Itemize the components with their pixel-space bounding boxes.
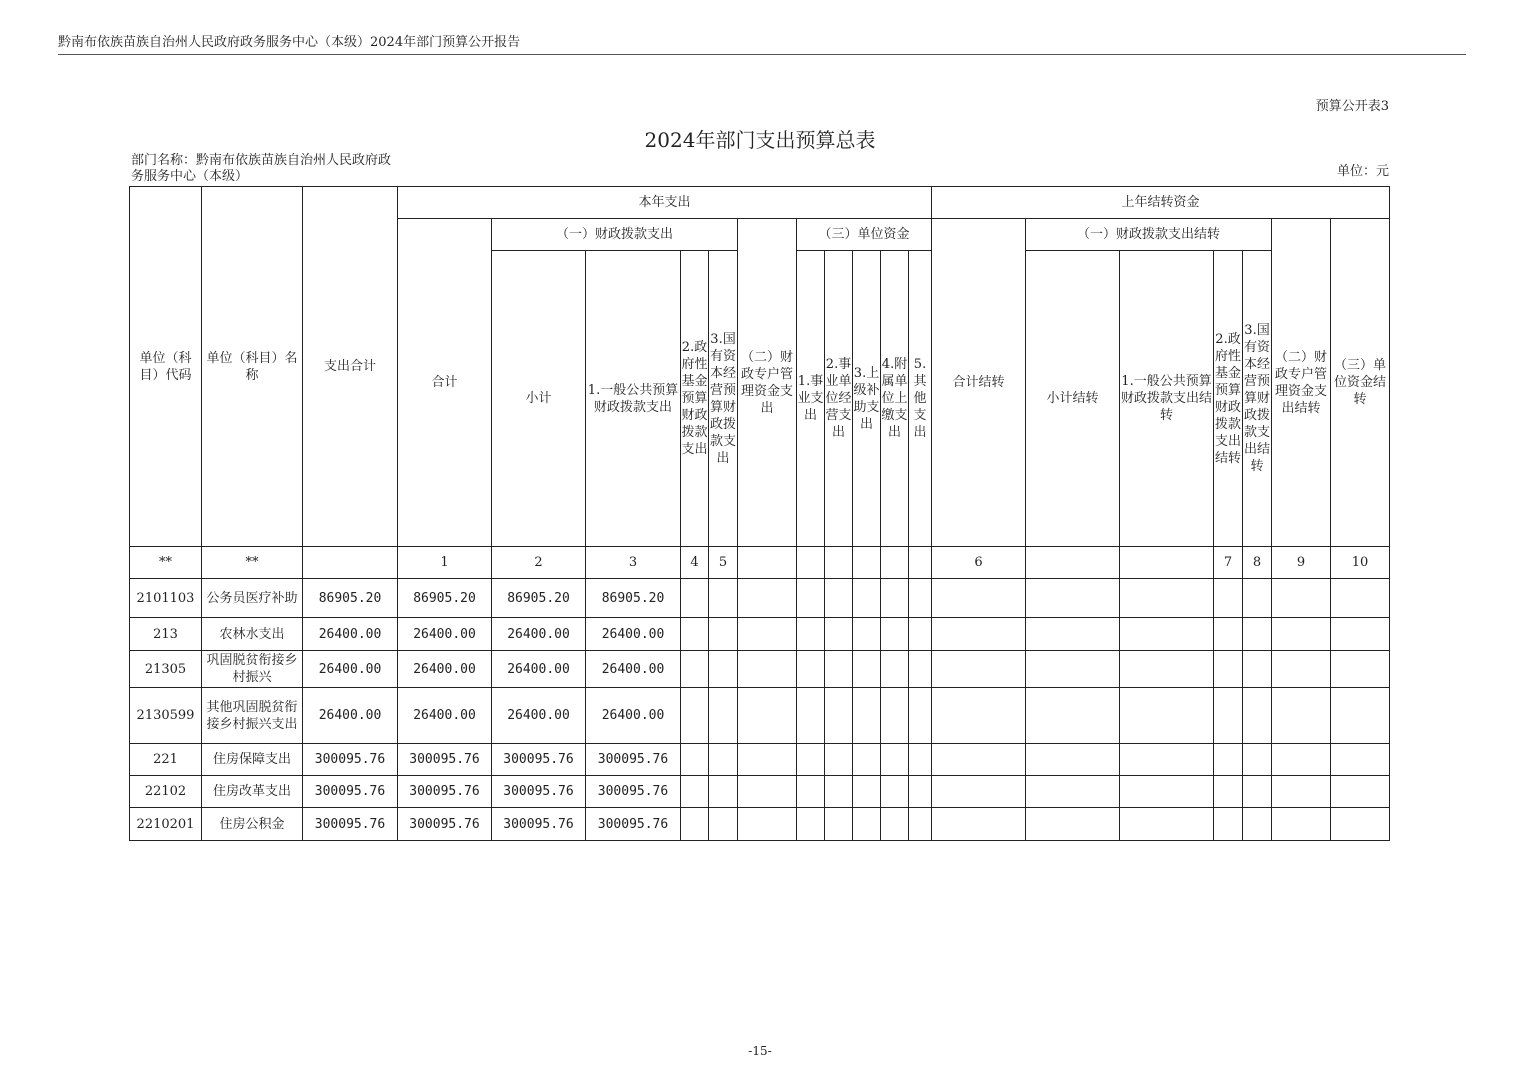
empty-cell [853,776,881,808]
row-total: 300095.76 [303,808,398,841]
empty-cell [825,688,853,744]
table-number: 预算公开表3 [1315,99,1389,114]
row-name: 住房公积金 [202,808,303,841]
row-name: 公务员医疗补助 [202,579,303,618]
empty-cell [1331,688,1390,744]
empty-cell [681,808,709,841]
empty-cell [738,776,797,808]
row-name: 住房保障支出 [202,744,303,776]
index-cell: 2 [492,547,586,579]
empty-cell [1120,579,1214,618]
empty-cell [825,579,853,618]
index-cell: ** [130,547,202,579]
empty-cell [853,808,881,841]
empty-cell [681,579,709,618]
empty-cell [825,651,853,688]
empty-cell [1026,688,1120,744]
index-cell [797,547,825,579]
empty-cell [738,618,797,651]
empty-cell [825,618,853,651]
row-subtotal: 300095.76 [492,744,586,776]
row-code: 2210201 [130,808,202,841]
empty-cell [709,618,738,651]
empty-cell [853,688,881,744]
empty-cell [1214,579,1243,618]
empty-cell [1026,651,1120,688]
empty-cell [932,744,1026,776]
department-label: 部门名称：黔南布依族苗族自治州人民政府政务服务中心（本级） [131,153,392,184]
row-sum: 26400.00 [398,688,492,744]
empty-cell [1272,744,1331,776]
empty-cell [881,651,909,688]
empty-cell [1331,776,1390,808]
header-subsidiary: 4.附属单位上缴支出 [881,251,909,547]
row-sum: 26400.00 [398,618,492,651]
unit-label: 单位：元 [1336,164,1389,179]
empty-cell [909,776,932,808]
empty-cell [709,651,738,688]
index-cell: ** [202,547,303,579]
header-sum: 合计 [398,219,492,547]
empty-cell [1120,618,1214,651]
row-name: 农林水支出 [202,618,303,651]
empty-cell [909,618,932,651]
header-biz-unit-op: 2.事业单位经营支出 [825,251,853,547]
header-total: 支出合计 [303,187,398,547]
empty-cell [932,688,1026,744]
empty-cell [881,744,909,776]
empty-cell [797,618,825,651]
row-name: 其他巩固脱贫衔接乡村振兴支出 [202,688,303,744]
header-unit-funds-carry: （三）单位资金结转 [1331,219,1390,547]
empty-cell [853,744,881,776]
header-fiscal-alloc: （一）财政拨款支出 [492,219,738,251]
empty-cell [1120,808,1214,841]
empty-cell [1120,651,1214,688]
row-total: 26400.00 [303,651,398,688]
empty-cell [881,688,909,744]
index-cell: 8 [1243,547,1272,579]
empty-cell [681,776,709,808]
empty-cell [1243,618,1272,651]
table-row [130,618,1390,651]
row-total: 300095.76 [303,776,398,808]
row-total: 26400.00 [303,688,398,744]
header-special-mgmt-carry: （二）财政专户管理资金支出结转 [1272,219,1331,547]
empty-cell [738,744,797,776]
empty-cell [853,579,881,618]
empty-cell [1026,618,1120,651]
row-total: 300095.76 [303,744,398,776]
empty-cell [1272,579,1331,618]
page-title: 2024年部门支出预算总表 [644,128,876,152]
header-gov-fund-carry: 2.政府性基金预算财政拨款支出结转 [1214,251,1243,547]
header-unit-funds: （三）单位资金 [797,219,932,251]
header-subtotal-carry: 小计结转 [1026,251,1120,547]
empty-cell [1214,808,1243,841]
row-subtotal: 86905.20 [492,579,586,618]
empty-cell [932,618,1026,651]
header-fiscal-alloc-carry: （一）财政拨款支出结转 [1026,219,1272,251]
empty-cell [1272,651,1331,688]
row-code: 2101103 [130,579,202,618]
empty-cell [909,579,932,618]
empty-cell [1243,688,1272,744]
empty-cell [1026,579,1120,618]
empty-cell [1331,579,1390,618]
row-general-budget: 300095.76 [586,744,681,776]
index-cell: 10 [1331,547,1390,579]
row-sum: 300095.76 [398,744,492,776]
empty-cell [1272,688,1331,744]
empty-cell [881,618,909,651]
empty-cell [1331,651,1390,688]
header-biz-exp: 1.事业支出 [797,251,825,547]
index-cell [909,547,932,579]
row-code: 21305 [130,651,202,688]
header-state-capital-carry: 3.国有资本经营预算财政拨款支出结转 [1243,251,1272,547]
empty-cell [797,776,825,808]
empty-cell [738,808,797,841]
empty-cell [738,651,797,688]
header-divider [58,54,1466,55]
empty-cell [1331,808,1390,841]
empty-cell [1214,688,1243,744]
header-upper-sub: 3.上级补助支出 [853,251,881,547]
row-sum: 300095.76 [398,808,492,841]
row-general-budget: 26400.00 [586,651,681,688]
row-general-budget: 86905.20 [586,579,681,618]
table-row [130,688,1390,744]
empty-cell [709,579,738,618]
empty-cell [932,651,1026,688]
budget-table [129,186,1390,841]
header-general-budget: 1.一般公共预算财政拨款支出 [586,251,681,547]
index-cell: 3 [586,547,681,579]
header-prev-carry: 上年结转资金 [932,187,1390,219]
empty-cell [881,808,909,841]
index-cell [303,547,398,579]
empty-cell [1214,651,1243,688]
index-cell: 5 [709,547,738,579]
empty-cell [681,651,709,688]
empty-cell [797,579,825,618]
empty-cell [932,579,1026,618]
empty-cell [909,808,932,841]
empty-cell [1243,651,1272,688]
index-cell [853,547,881,579]
row-general-budget: 300095.76 [586,776,681,808]
row-total: 26400.00 [303,618,398,651]
row-subtotal: 300095.76 [492,808,586,841]
empty-cell [709,688,738,744]
empty-cell [709,744,738,776]
header-general-budget-carry: 1.一般公共预算财政拨款支出结转 [1120,251,1214,547]
empty-cell [825,808,853,841]
empty-cell [1026,744,1120,776]
row-name: 巩固脱贫衔接乡村振兴 [202,651,303,688]
row-sum: 26400.00 [398,651,492,688]
header-code: 单位（科目）代码 [130,187,202,547]
empty-cell [1026,808,1120,841]
empty-cell [1331,618,1390,651]
row-code: 2130599 [130,688,202,744]
row-code: 213 [130,618,202,651]
row-code: 221 [130,744,202,776]
empty-cell [738,579,797,618]
empty-cell [1243,744,1272,776]
empty-cell [909,688,932,744]
empty-cell [709,808,738,841]
empty-cell [797,651,825,688]
row-subtotal: 26400.00 [492,688,586,744]
empty-cell [825,744,853,776]
row-sum: 300095.76 [398,776,492,808]
empty-cell [932,776,1026,808]
empty-cell [1331,744,1390,776]
header-current-year: 本年支出 [398,187,932,219]
running-header: 黔南布依族苗族自治州人民政府政务服务中心（本级）2024年部门预算公开报告 [58,35,521,50]
row-general-budget: 300095.76 [586,808,681,841]
empty-cell [853,618,881,651]
header-special-mgmt: （二）财政专户管理资金支出 [738,219,797,547]
empty-cell [797,688,825,744]
index-cell [1120,547,1214,579]
row-subtotal: 300095.76 [492,776,586,808]
row-subtotal: 26400.00 [492,618,586,651]
index-cell [881,547,909,579]
header-sum-carry: 合计结转 [932,219,1026,547]
empty-cell [932,808,1026,841]
header-gov-fund: 2.政府性基金预算财政拨款支出 [681,251,709,547]
empty-cell [853,651,881,688]
row-total: 86905.20 [303,579,398,618]
empty-cell [1120,688,1214,744]
index-cell: 6 [932,547,1026,579]
header-other-exp: 5.其他支出 [909,251,932,547]
empty-cell [797,744,825,776]
table-row [130,579,1390,618]
empty-cell [1243,579,1272,618]
empty-cell [709,776,738,808]
index-cell [738,547,797,579]
header-subtotal: 小计 [492,251,586,547]
empty-cell [909,651,932,688]
empty-cell [1026,776,1120,808]
empty-cell [1214,618,1243,651]
empty-cell [1272,618,1331,651]
empty-cell [1243,776,1272,808]
table-row [130,651,1390,688]
page-number: -15- [748,1044,772,1058]
index-cell [1026,547,1120,579]
row-subtotal: 26400.00 [492,651,586,688]
empty-cell [797,808,825,841]
empty-cell [881,579,909,618]
index-cell: 1 [398,547,492,579]
empty-cell [681,688,709,744]
empty-cell [1272,776,1331,808]
empty-cell [1214,776,1243,808]
empty-cell [909,744,932,776]
empty-cell [738,688,797,744]
empty-cell [1243,808,1272,841]
header-name: 单位（科目）名称 [202,187,303,547]
table-row [130,776,1390,808]
row-sum: 86905.20 [398,579,492,618]
row-general-budget: 26400.00 [586,618,681,651]
empty-cell [1214,744,1243,776]
header-state-capital: 3.国有资本经营预算财政拨款支出 [709,251,738,547]
row-general-budget: 26400.00 [586,688,681,744]
empty-cell [1120,776,1214,808]
index-cell: 9 [1272,547,1331,579]
index-cell: 4 [681,547,709,579]
index-cell: 7 [1214,547,1243,579]
row-code: 22102 [130,776,202,808]
empty-cell [1272,808,1331,841]
empty-cell [825,776,853,808]
table-row [130,808,1390,841]
empty-cell [681,618,709,651]
empty-cell [881,776,909,808]
empty-cell [681,744,709,776]
row-name: 住房改革支出 [202,776,303,808]
table-row [130,744,1390,776]
empty-cell [1120,744,1214,776]
index-cell [825,547,853,579]
